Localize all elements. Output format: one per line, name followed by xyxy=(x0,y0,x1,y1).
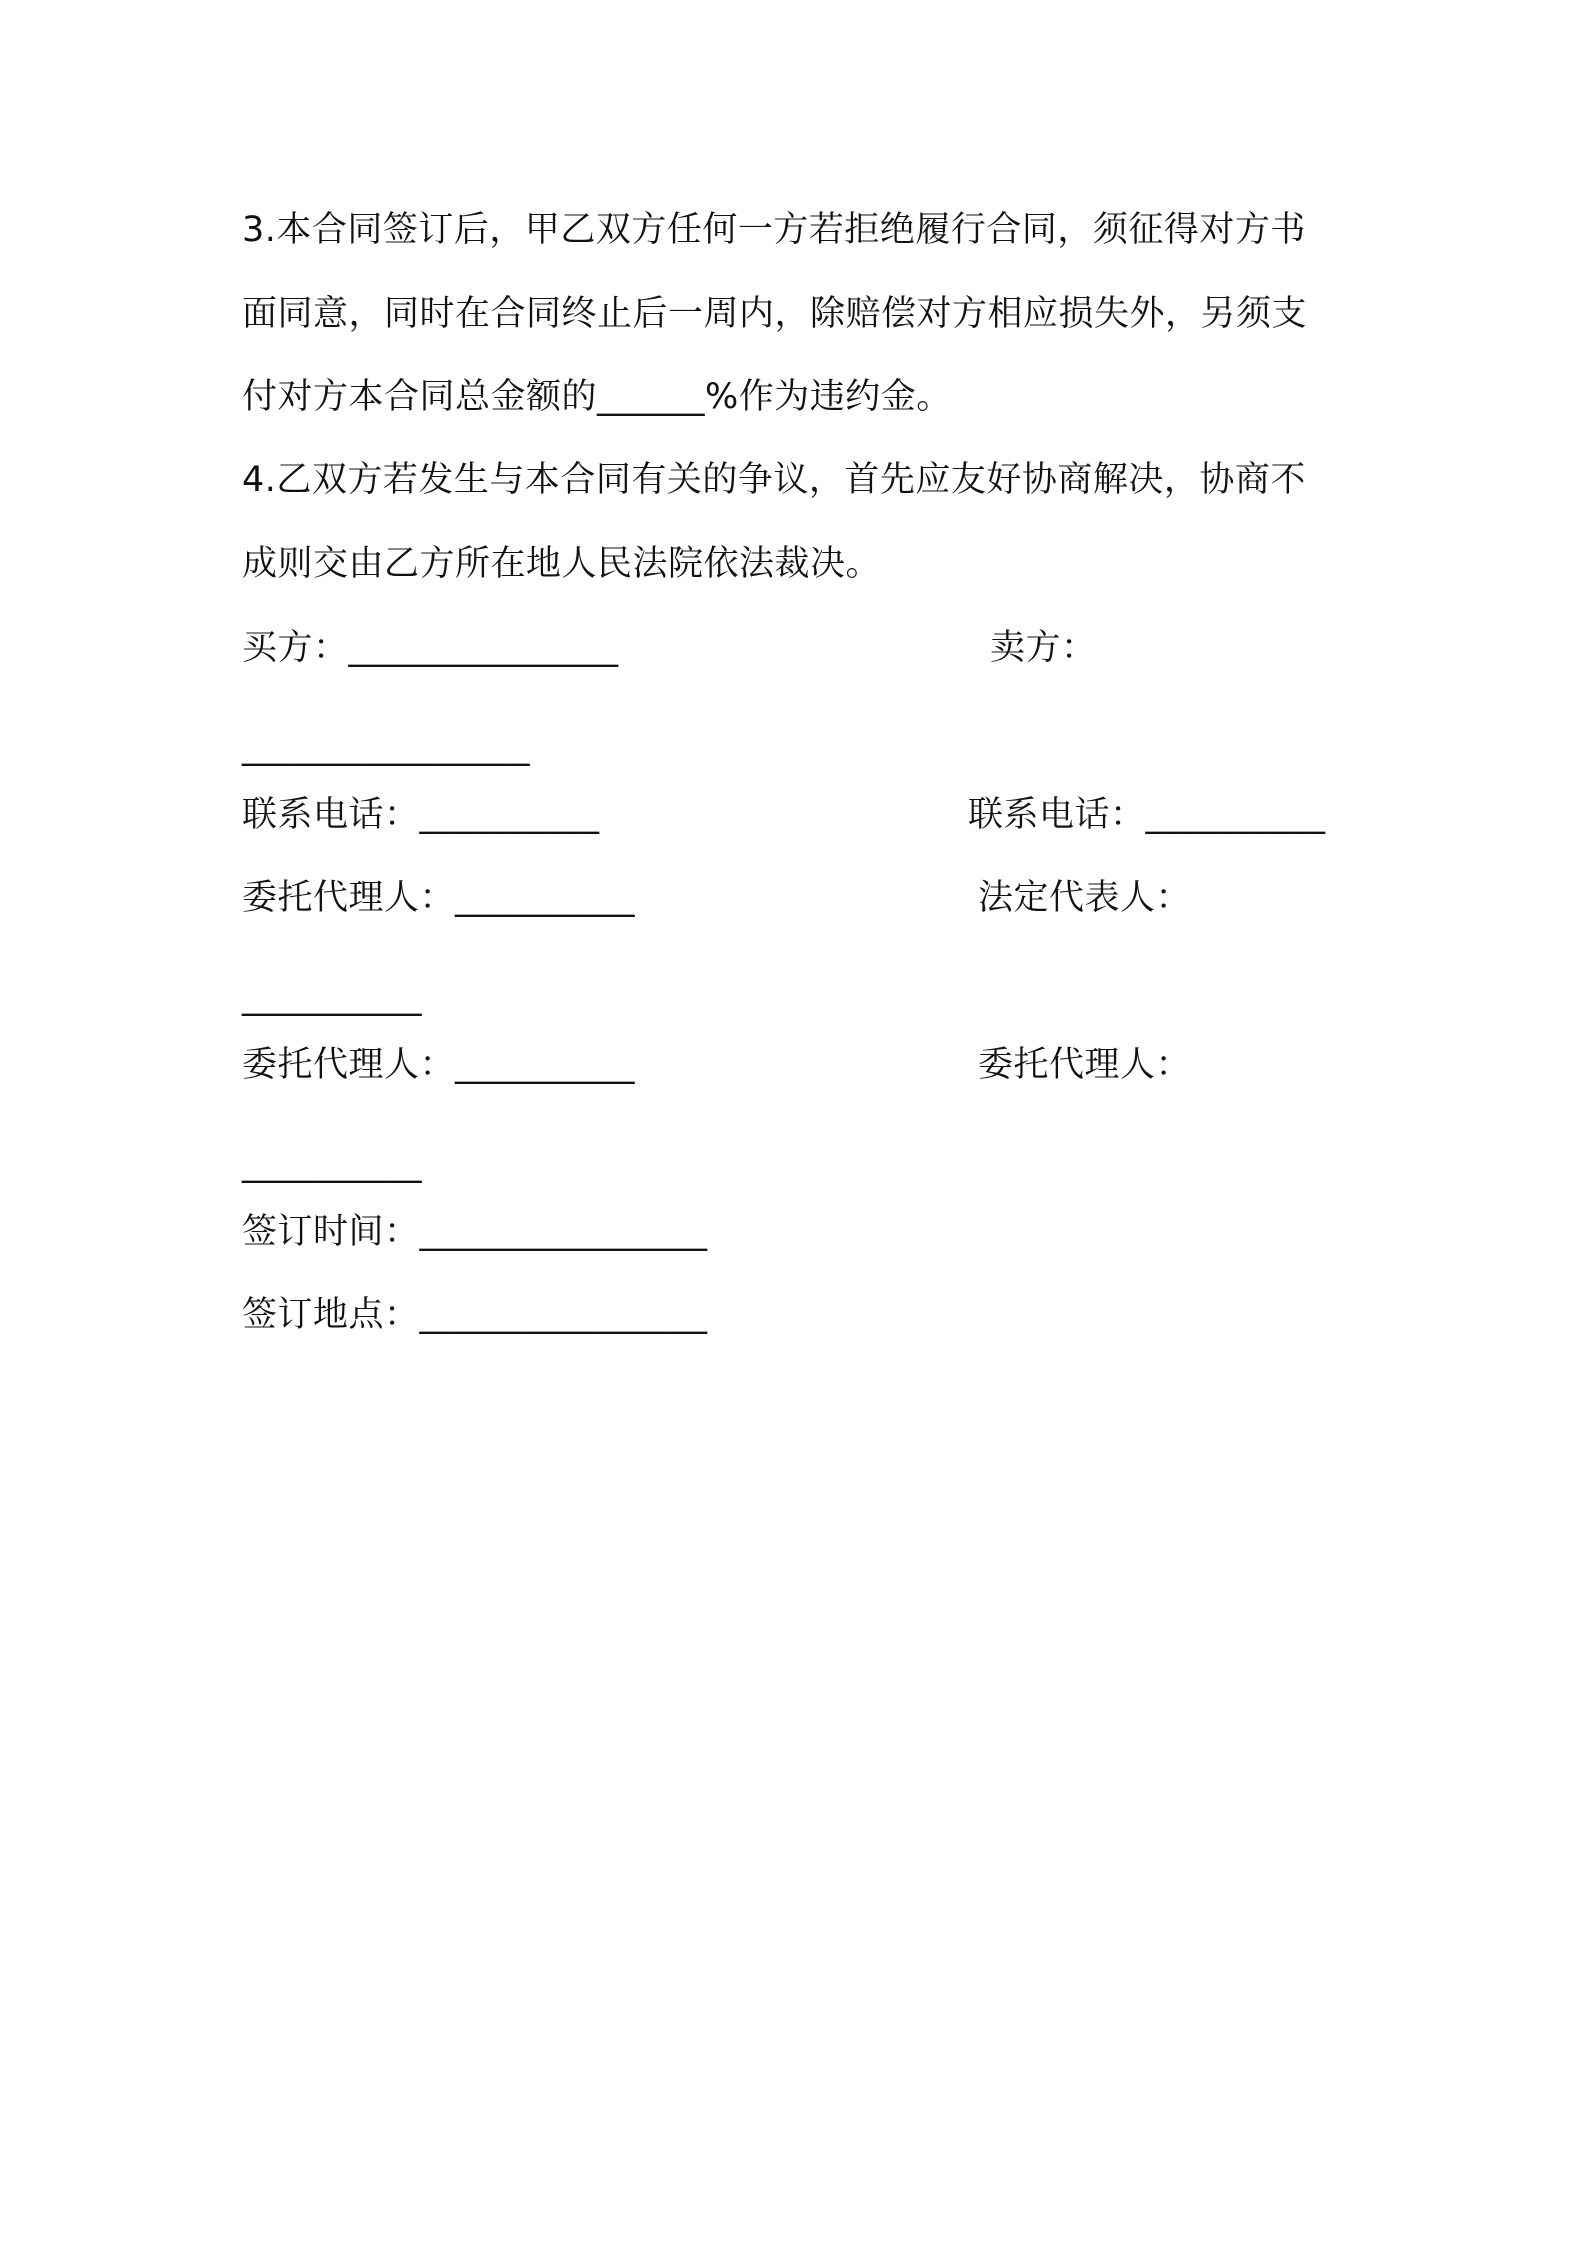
clause-3-line-2: 面同意，同时在合同终止后一周内，除赔偿对方相应损失外，另须支 xyxy=(242,294,1308,334)
signing-time-line: 签订时间：________________ xyxy=(242,1212,708,1252)
signing-place-line: 签订地点：________________ xyxy=(242,1295,708,1335)
buyer-signature-line: 买方：_______________ xyxy=(242,628,619,668)
seller-phone-line: 联系电话：__________ xyxy=(968,795,1326,835)
seller-agent-blank: __________ xyxy=(242,1144,422,1184)
seller-agent-label: 委托代理人： xyxy=(978,1045,1192,1085)
seller-signature-blank: ________________ xyxy=(242,727,530,767)
legal-representative-blank: __________ xyxy=(242,977,422,1017)
buyer-phone-line: 联系电话：__________ xyxy=(242,795,600,835)
legal-representative-label: 法定代表人： xyxy=(978,878,1192,918)
clause-3-line-3: 付对方本合同总金额的______%作为违约金。 xyxy=(242,377,952,417)
seller-label: 卖方： xyxy=(990,628,1097,668)
buyer-agent-line-2: 委托代理人：__________ xyxy=(242,1045,636,1085)
clause-3-line-1: 3.本合同签订后，甲乙双方任何一方若拒绝履行合同，须征得对方书 xyxy=(242,210,1306,250)
clause-4-line-1: 4.乙双方若发生与本合同有关的争议，首先应友好协商解决，协商不 xyxy=(242,460,1306,500)
clause-4-line-2: 成则交由乙方所在地人民法院依法裁决。 xyxy=(242,544,882,584)
buyer-agent-line: 委托代理人：__________ xyxy=(242,878,636,918)
